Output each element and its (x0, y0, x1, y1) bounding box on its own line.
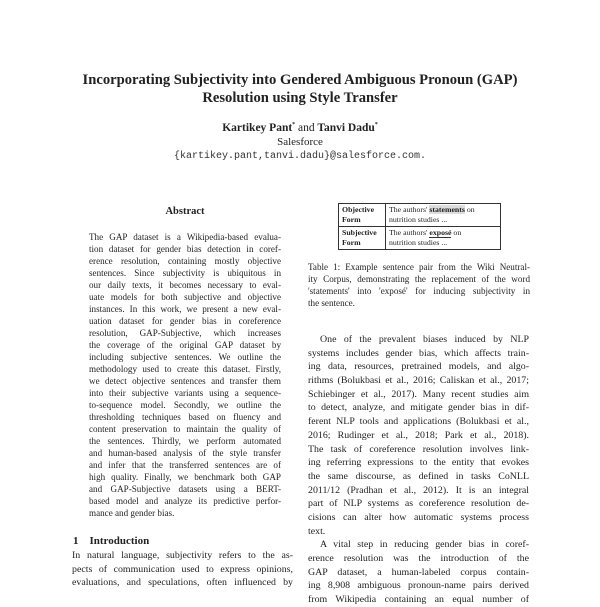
text-line: sentences. Since subjectivity is ubiquitous in (89, 268, 281, 278)
text-line: the coverage of the original GAP dataset by (89, 340, 281, 350)
highlighted-word: statements (429, 205, 465, 214)
table-1 (338, 203, 501, 250)
text-line: ing data, resources, pretrained models, and algo- (308, 361, 529, 373)
author-conjunction: and (298, 122, 315, 134)
text-line: Schiebinger et al., 2017). Many recent studies aim (308, 388, 529, 400)
text-line: we detect objective sentences and transfer them (89, 376, 281, 386)
table-row (339, 227, 501, 250)
paper-title-line-2: Resolution using Style Transfer (202, 90, 398, 106)
text-line: text. (308, 525, 326, 537)
text-line: to detect, analyze, and mitigate gender bias in dif- (308, 402, 529, 414)
section-heading-introduction (73, 535, 149, 547)
text-line: and human-based analysis of the style transfer (89, 448, 281, 458)
footnote-mark: * (292, 122, 296, 129)
author-2: Tanvi Dadu (317, 122, 375, 134)
text-line: GAP dataset, a human-labeled corpus contain- (308, 566, 529, 578)
text-line: ing 8,908 ambiguous pronoun-name pairs derived (308, 580, 529, 592)
text-line: In natural language, subjectivity refers to the as- (72, 550, 293, 561)
text-line: our daily texts, it becomes necessary to eval- (89, 280, 281, 290)
row-text: The authors' exposé on nutrition studies ... (386, 227, 501, 250)
text-line: rithms (Bolukbasi et al., 2016; Caliskan et al., 2017; (308, 375, 529, 387)
section-number: 1 (73, 535, 79, 547)
text-line: to-sequence model. Secondly, we outline the (89, 400, 281, 410)
text-line: thresholding techniques based on fluency and (89, 412, 281, 422)
text-line: including subjective sentences. We outline the (89, 352, 281, 362)
text-line: tion dataset for gender bias detection in coref- (89, 244, 281, 254)
affiliation: Salesforce (277, 136, 323, 148)
text-line: pects of communication used to express opinions, (72, 563, 293, 575)
text-line: into their subjective variants using a sequence- (89, 388, 281, 398)
text-line: evaluations, and speculations, often influenced by (72, 577, 293, 589)
text-line: ing referring expressions to the entity that evokes (308, 457, 529, 469)
text-line: the same discourse, as defined in tasks CoNLL (308, 470, 529, 482)
row-label: Objective Form (339, 204, 386, 227)
text-line: A vital step in reducing gender bias in coref- (320, 539, 529, 551)
text-line: 2016; Rudinger et al., 2018; Park et al., 2018). (308, 429, 529, 441)
text-line: cisions can alter how automatic systems process (308, 511, 529, 523)
text-line: instances. In this work, we present a new eval- (89, 304, 281, 314)
text-line: methodology used to create this dataset. Firstly, (89, 364, 281, 374)
text-line: content preservation to maintain the quality of (89, 424, 281, 434)
text-line: and infer that the transferred sentences are of (89, 460, 281, 470)
authors (0, 122, 600, 134)
text-line: the sentence. (308, 298, 355, 308)
text-line: 'statements' into 'exposé' for inducing subjectivity in (308, 286, 530, 296)
text-line: One of the prevalent biases induced by NLP (320, 334, 529, 345)
text-line: The task of coreference resolution involves link- (308, 443, 529, 455)
text-line: and GAP-Subjective datasets using a BERT- (89, 484, 281, 494)
right-column-body (308, 333, 529, 607)
footnote-mark: * (374, 122, 378, 129)
text-line: uate models for both subjective and objective (89, 292, 281, 302)
text-line: 2011/12 (Pradhan et al., 2012). It is an integral (308, 484, 529, 496)
text-line: resolution, GAP-Subjective, which increases (89, 328, 281, 338)
text-line: high quality. Finally, we benchmark both GAP (89, 472, 281, 482)
text-line: The GAP dataset is a Wikipedia-based evalua- (89, 232, 281, 242)
text-line: uation dataset for gender bias in coreference (89, 316, 281, 326)
text-line: ity Corpus, demonstrating the replacement of the word (308, 274, 530, 284)
text-line: erence resolution was the introduction of the (308, 553, 529, 564)
row-label: Subjective Form (339, 227, 386, 250)
abstract-heading: Abstract (165, 206, 205, 217)
underlined-word: exposé (429, 228, 452, 237)
section-title: Introduction (89, 535, 150, 547)
author-1: Kartikey Pant (222, 122, 293, 134)
introduction-body (72, 549, 293, 590)
abstract-body (89, 231, 281, 519)
text-line: Table 1: Example sentence pair from the Wiki Neutral- (308, 262, 530, 272)
text-line: based model and analyze its predictive perfor- (89, 496, 281, 506)
text-line: part of NLP systems as coreference resolution de- (308, 498, 529, 510)
text-line: from Wikipedia containing an equal number of (308, 594, 529, 606)
text-line: mance and gender bias. (89, 508, 175, 518)
table-caption (308, 261, 530, 309)
text-line: systems includes gender bias, which affects train- (308, 347, 529, 359)
row-text: The authors' statements on nutrition studies ... (386, 204, 501, 227)
table-row (339, 204, 501, 227)
email: {kartikey.pant,tanvi.dadu}@salesforce.com. (173, 151, 427, 162)
text-line: ferent NLP tools and applications (Bolukbasi et al., (308, 416, 529, 428)
text-line: erence resolution, containing mostly objective (89, 256, 281, 266)
paper-title-line-1: Incorporating Subjectivity into Gendered Ambiguous Pronoun (GAP) (82, 72, 518, 88)
text-line: the sentences. Thirdly, we perform automated (89, 436, 281, 446)
